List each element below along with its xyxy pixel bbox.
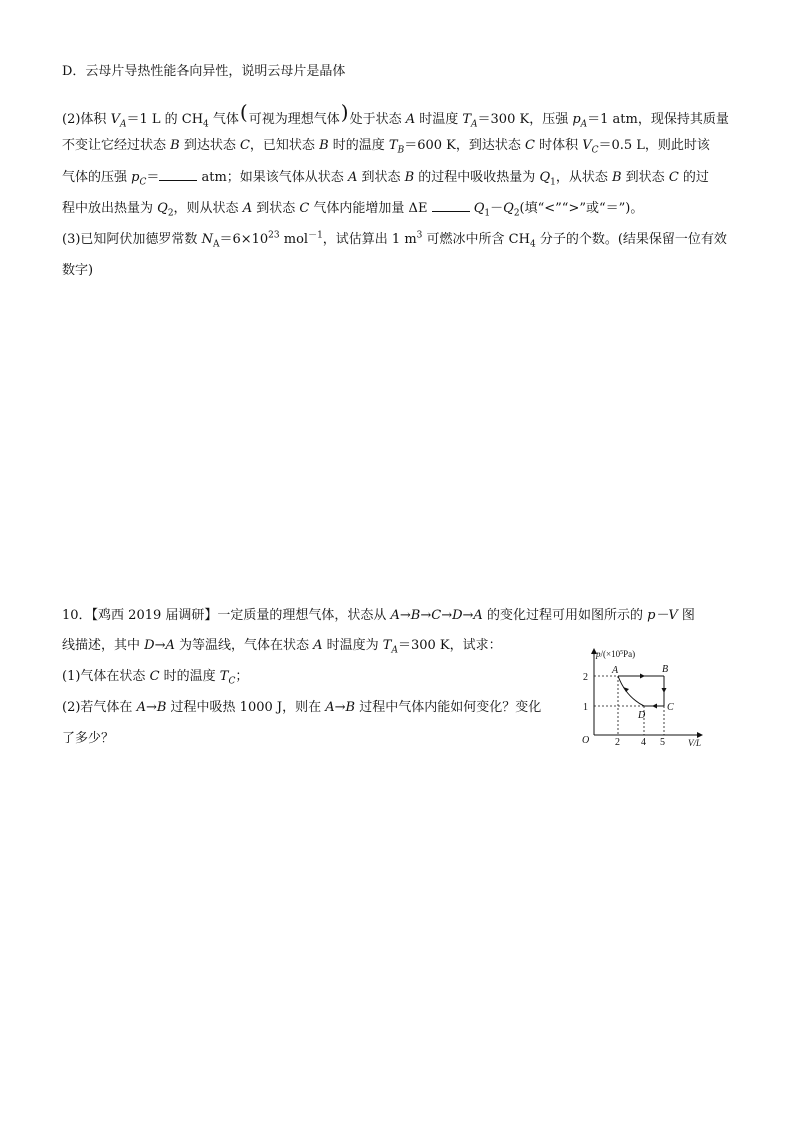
point-d-label: D: [638, 710, 646, 721]
point-a-label: A: [612, 665, 619, 676]
arrow-c-d: [652, 704, 657, 709]
x-axis-label: V/L: [688, 738, 702, 748]
x-tick-2: 2: [615, 737, 620, 748]
q10-part2: (2)若气体在 A→B 过程中吸热 1000 J，则在 A→B 过程中气体内能如何变化？变化: [62, 700, 542, 715]
q10-line1: 10．【鸡西 2019 届调研】一定质量的理想气体，状态从 A→B→C→D→A 的变化过程可用如图所示的 p－V 图: [62, 608, 695, 623]
arrow-a-b: [640, 674, 645, 679]
point-b-label: B: [662, 664, 669, 675]
arrow-b-c: [662, 688, 667, 693]
process-d-a-isotherm: [618, 676, 644, 706]
x-tick-4: 4: [641, 737, 646, 748]
y-tick-1: 1: [583, 702, 588, 713]
q9-part3-line1: (3)已知阿伏加德罗常数 $N_A=6\times 10^{23}$ mol$^{-1}$，试估算出 1 $m^3$ 可燃冰中所含 $CH_4$ 分子的个数。(结果保留一位有效: [62, 230, 727, 250]
q9-part2-line2: 不变让它经过状态 B 到达状态 C，已知状态 B 时的温度 $T_B=600$ K，到达状态 C 时体积 $V_C=0.5$ L，则此时该: [62, 138, 710, 156]
answer-blank-de[interactable]: [432, 199, 470, 212]
q9-part3-line2: 数字): [62, 263, 94, 278]
x-tick-5: 5: [660, 737, 665, 748]
y-axis-label: $p/(\times 10^5Pa)$: [596, 649, 636, 659]
answer-blank-pc[interactable]: [159, 168, 197, 181]
q10-line2: 线描述，其中 D→A 为等温线，气体在状态 A 时温度为 $T_A=300$ K，试求：: [62, 638, 502, 656]
q9-option-d: D．云母片导热性能各向异性，说明云母片是晶体: [62, 64, 346, 79]
q9-part2-line4: 程中放出热量为 $Q_2$，则从状态 A 到状态 C 气体内能增加量 ΔE $Q_1-Q_2$(填“<”“>”或“＝”)。: [62, 201, 644, 219]
origin-label: O: [582, 735, 590, 746]
q10-part1: (1)气体在状态 C 时的温度 $T_C$；: [62, 669, 249, 687]
q10-part2-cont: 了多少？: [62, 731, 115, 746]
arrow-d-a: [623, 687, 629, 692]
y-tick-2: 2: [583, 672, 588, 683]
point-c-label: C: [667, 702, 674, 713]
q9-part2-line3: 气体的压强 $p_C=$ atm；如果该气体从状态 A 到状态 B 的过程中吸收热量为 $Q_1$，从状态 B 到状态 C 的过: [62, 170, 709, 188]
q9-part2-line1: (2)体积 $V_A=1$ L 的 $CH_4$ 气体(可视为理想气体)处于状态 A 时温度 $T_A=300$ K，压强 $p_A=1$ atm，现保持其质量: [62, 100, 729, 130]
pv-diagram: [580, 645, 720, 751]
